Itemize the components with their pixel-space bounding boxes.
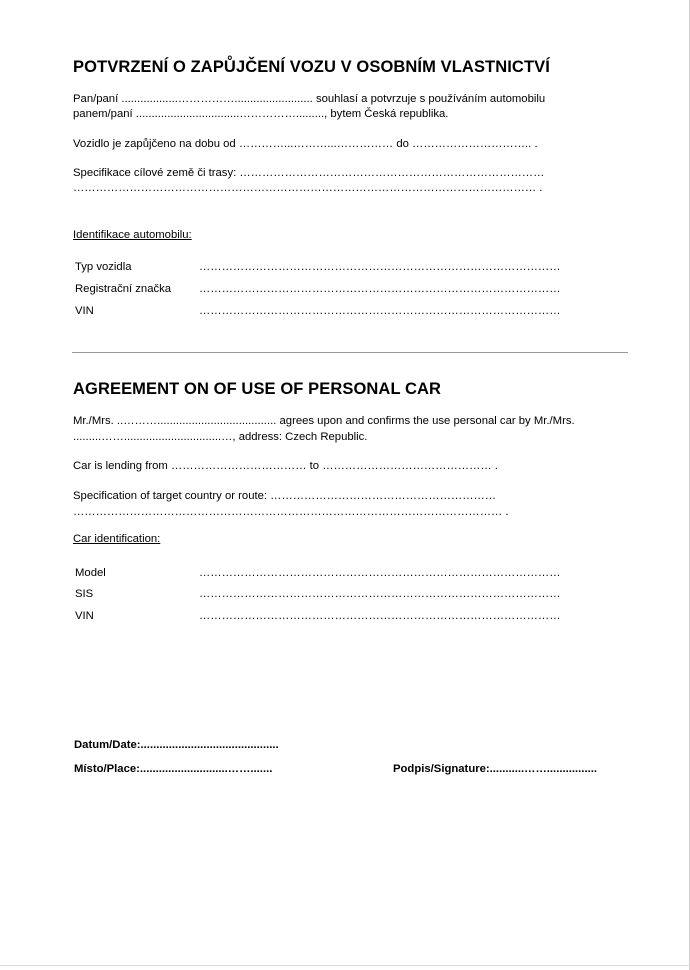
place-field: Místo/Place:............................……....... xyxy=(74,763,273,775)
cz-title: POTVRZENÍ O ZAPŮJČENÍ VOZU V OSOBNÍM VLASTNICTVÍ xyxy=(73,58,550,76)
section-divider xyxy=(72,352,628,353)
cz-row-dots-plate: …………………………………………………………………………………… xyxy=(199,283,561,295)
en-row-label-sis: SIS xyxy=(75,588,94,600)
cz-ident-heading: Identifikace automobilu: xyxy=(73,229,192,241)
en-row-label-model: Model xyxy=(75,567,106,579)
page-bottom-line xyxy=(0,965,690,966)
cz-loan-period: Vozidlo je zapůjčeno na dobu od …………...………...…………… do ………………………….. . xyxy=(73,138,538,150)
en-title: AGREEMENT ON OF USE OF PERSONAL CAR xyxy=(73,380,442,398)
cz-row-label-vin: VIN xyxy=(75,305,94,317)
cz-row-dots-vin: …………………………………………………………………………………… xyxy=(199,305,561,317)
en-owner-line: Mr./Mrs. ..………...................................... agrees upon and confirms the use personal car by Mr./Mrs. xyxy=(73,415,575,427)
date-field: Datum/Date:............................................ xyxy=(74,739,279,751)
cz-row-label-type: Typ vozidla xyxy=(75,261,132,273)
en-row-label-vin: VIN xyxy=(75,610,94,622)
cz-target-line-2: …………………………………………………………………………………………………………… . xyxy=(73,182,543,194)
en-row-dots-model: …………………………………………………………………………………… xyxy=(199,567,561,579)
en-row-dots-sis: …………………………………………………………………………………… xyxy=(199,588,561,600)
cz-row-dots-type: …………………………………………………………………………………… xyxy=(199,261,561,273)
cz-user-line: panem/paní .................................……………........., bytem Česká republika. xyxy=(73,108,449,120)
cz-row-label-plate: Registrační značka xyxy=(75,283,172,295)
en-target-line-2: …………………………………………………………………………………………………… . xyxy=(73,506,509,518)
cz-owner-line: Pan/paní ..................……………......................... souhlasí a potvrzuje s používáním automobilu xyxy=(73,93,546,105)
cz-target-line-1: Specifikace cílové země či trasy: ……………………………………………………………………… xyxy=(73,167,545,179)
en-ident-heading: Car identification: xyxy=(73,533,161,545)
en-lending-period: Car is lending from ……………………………… to ……………………………………… . xyxy=(73,460,498,472)
en-row-dots-vin: …………………………………………………………………………………… xyxy=(199,610,561,622)
signature-field: Podpis/Signature:...........……................ xyxy=(393,763,597,775)
en-target-line-1: Specification of target country or route: …………………………………………………… xyxy=(73,490,497,502)
en-user-line: .........……...............................…, address: Czech Republic. xyxy=(73,431,368,443)
